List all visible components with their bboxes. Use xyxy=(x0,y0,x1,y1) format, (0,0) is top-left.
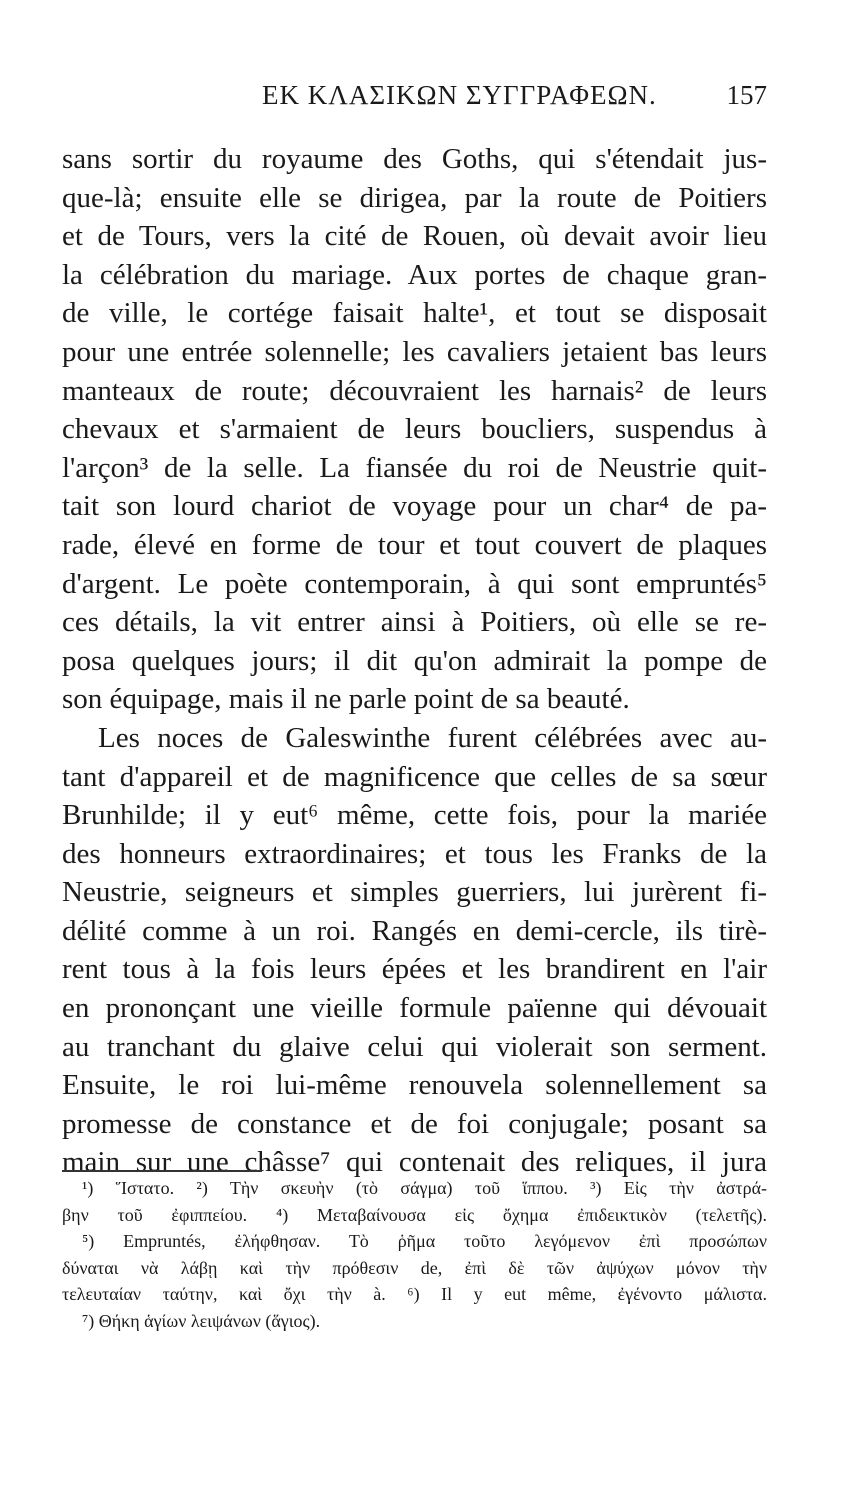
text-line: chevaux et s'armaient de leurs boucliers, suspendus à xyxy=(62,413,767,446)
body-text xyxy=(62,140,767,1182)
text-line: tant d'appareil et de magnificence que celles de sa sœur xyxy=(62,760,767,793)
footnotes xyxy=(62,1175,767,1335)
text-line: Ensuite, le roi lui-même renouvela solennellement sa xyxy=(62,1069,767,1102)
text-line: l'arçon³ de la selle. La fiansée du roi de Neustrie quit- xyxy=(62,451,767,484)
footnote-line: βην τοῦ ἐφιππείου. ⁴) Μεταβαίνουσα εἰς ὄχημα ἐπιδεικτικὸν (τελετῆς). xyxy=(62,1204,767,1225)
text-line: son équipage, mais il ne parle point de sa beauté. xyxy=(62,683,630,716)
text-line: et de Tours, vers la cité de Rouen, où devait avoir lieu xyxy=(62,220,767,253)
footnote-line: ¹) Ἵστατο. ²) Τὴν σκευὴν (τὸ σάγμα) τοῦ ἵππου. ³) Εἰς τὴν ἀστρά- xyxy=(82,1178,767,1198)
text-line: d'argent. Le poète contemporain, à qui sont empruntés⁵ xyxy=(62,567,767,600)
text-line: Les noces de Galeswinthe furent célébrées avec au- xyxy=(98,721,767,754)
text-line: Brunhilde; il y eut⁶ même, cette fois, pour la mariée xyxy=(62,799,767,832)
page-header xyxy=(62,80,767,120)
text-line: délité comme à un roi. Rangés en demi-cercle, ils tirè- xyxy=(62,914,767,947)
text-line: que-là; ensuite elle se dirigea, par la route de Poitiers xyxy=(62,181,767,214)
text-line: de ville, le cortége faisait halte¹, et tout se disposait xyxy=(62,297,767,330)
text-line: Neustrie, seigneurs et simples guerriers, lui jurèrent fi- xyxy=(62,876,767,909)
footnote-divider xyxy=(62,1170,262,1172)
text-line: la célébration du mariage. Aux portes de chaque gran- xyxy=(62,258,767,291)
footnote-line: ⁷) Θήκη ἁγίων λειψάνων (ἅγιος). xyxy=(82,1310,321,1331)
text-line: manteaux de route; découvraient les harnais² de leurs xyxy=(62,374,767,407)
text-line: en prononçant une vieille formule païenne qui dévouait xyxy=(62,992,767,1025)
text-line: main sur une châsse⁷ qui contenait des reliques, il jura xyxy=(62,1146,767,1179)
text-line: ces détails, la vit entrer ainsi à Poitiers, où elle se re- xyxy=(62,606,767,639)
page-number: 157 xyxy=(726,80,767,110)
text-line: sans sortir du royaume des Goths, qui s'étendait jus- xyxy=(62,143,767,175)
text-line: des honneurs extraordinaires; et tous les Franks de la xyxy=(62,837,767,870)
text-line: rade, élevé en forme de tour et tout couvert de plaques xyxy=(62,528,767,561)
text-line: au tranchant du glaive celui qui violerait son serment. xyxy=(62,1030,767,1063)
running-title: ΕΚ ΚΛΑΣΙΚΩΝ ΣΥΓΓΡΑΦΕΩΝ. xyxy=(262,80,657,110)
text-line: pour une entrée solennelle; les cavaliers jetaient bas leurs xyxy=(62,335,767,368)
footnote-line: ⁵) Empruntés, ἐλήφθησαν. Τὸ ῥῆμα τοῦτο λεγόμενον ἐπὶ προσώπων xyxy=(82,1231,767,1252)
text-line: tait son lourd chariot de voyage pour un char⁴ de pa- xyxy=(62,490,767,523)
text-line: promesse de constance et de foi conjugale; posant sa xyxy=(62,1107,767,1140)
footnote-line: δύναται νὰ λάβῃ καὶ τὴν πρόθεσιν de, ἐπὶ δὲ τῶν ἀψύχων μόνον τὴν xyxy=(62,1257,767,1278)
text-line: rent tous à la fois leurs épées et les brandirent en l'air xyxy=(62,953,767,986)
footnote-line: τελευταίαν ταύτην, καὶ ὄχι τὴν à. ⁶) Il y eut même, ἐγένοντο μάλιστα. xyxy=(62,1284,767,1305)
text-line: posa quelques jours; il dit qu'on admirait la pompe de xyxy=(62,644,767,677)
